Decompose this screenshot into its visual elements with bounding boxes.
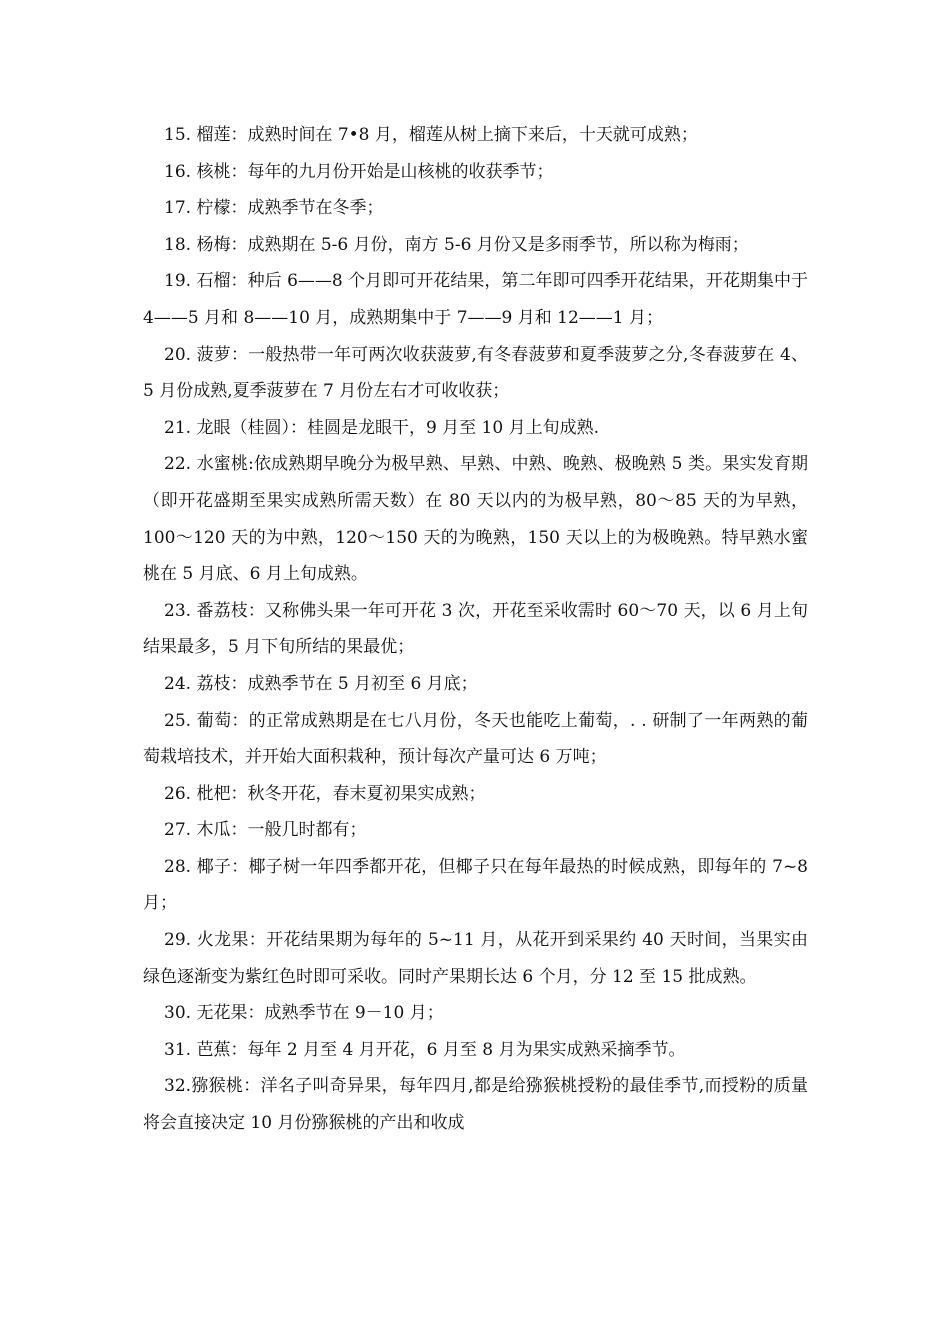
list-item: 19. 石榴：种后 6——8 个月即可开花结果，第二年即可四季开花结果，开花期集中于 4——5 月和 8——10 月，成熟期集中于 7——9 月和 12——1 月；: [143, 271, 808, 328]
list-item: 25. 葡萄：的正常成熟期是在七八月份，冬天也能吃上葡萄，. . 研制了一年两熟的葡萄栽培技术，并开始大面积栽种，预计每次产量可达 6 万吨；: [143, 710, 808, 768]
list-item: 18. 杨梅：成熟期在 5-6 月份，南方 5-6 月份又是多雨季节，所以称为梅雨；: [164, 234, 749, 255]
list-item: 28. 椰子：椰子树一年四季都开花，但椰子只在每年最热的时候成熟，即每年的 7~8 月；: [143, 856, 808, 914]
list-item: 20. 菠萝：一般热带一年可两次收获菠萝,有冬春菠萝和夏季菠萝之分,冬春菠萝在 4、5 月份成熟,夏季菠萝在 7 月份左右才可收收获；: [143, 344, 808, 402]
list-item: 15. 榴莲：成熟时间在 7•8 月，榴莲从树上摘下来后，十天就可成熟；: [164, 125, 698, 145]
list-item: 32.猕猴桃：洋名子叫奇异果，每年四月,都是给猕猴桃授粉的最佳季节,而授粉的质量将会直接决定 10 月份猕猴桃的产出和收成: [143, 1076, 808, 1134]
fruit-ripening-list: [143, 117, 808, 1142]
list-item: 31. 芭蕉：每年 2 月至 4 月开花，6 月至 8 月为果实成熟采摘季节。: [164, 1039, 686, 1060]
list-item: 16. 核桃：每年的九月份开始是山核桃的收获季节；: [164, 161, 554, 182]
list-item: 24. 荔枝：成熟季节在 5 月初至 6 月底；: [164, 673, 478, 694]
list-item: 22. 水蜜桃:依成熟期早晚分为极早熟、早熟、中熟、晚熟、极晚熟 5 类。果实发育期（即开花盛期至果实成熟所需天数）在 80 天以内的为极早熟，80～85 天的为早熟，100～120 天的为中熟，120～150 天的为晚熟，150 天以上的为极晚熟。特早熟水蜜桃在 5 月底、6 月上旬成熟。: [143, 454, 808, 585]
list-item: 23. 番荔枝：又称佛头果一年可开花 3 次，开花至采收需时 60～70 天，以 6 月上旬结果最多，5 月下旬所结的果最优；: [143, 600, 808, 658]
list-item: 17. 柠檬：成熟季节在冬季；: [164, 198, 384, 219]
list-item: 27. 木瓜：一般几时都有；: [164, 820, 367, 841]
list-item: 30. 无花果：成熟季节在 9－10 月；: [164, 1003, 444, 1024]
list-item: 29. 火龙果：开花结果期为每年的 5~11 月，从花开到采果约 40 天时间，当果实由绿色逐渐变为紫红色时即可采收。同时产果期长达 6 个月，分 12 至 15 批成熟。: [143, 930, 808, 987]
list-item: 21. 龙眼（桂圆）：桂圆是龙眼干，9 月至 10 月上旬成熟.: [164, 417, 600, 438]
list-item: 26. 枇杷：秋冬开花，春末夏初果实成熟；: [164, 783, 486, 804]
